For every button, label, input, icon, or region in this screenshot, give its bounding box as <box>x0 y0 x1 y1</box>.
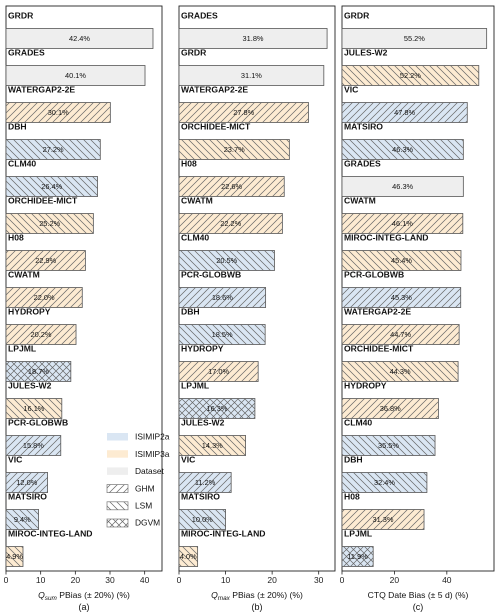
bar-value-label: 22.2% <box>220 218 242 228</box>
bar-value-label: 12.0% <box>16 477 38 487</box>
bar-name-dbh: DBH <box>344 454 363 465</box>
bar-name-clm40: CLM40 <box>181 232 210 243</box>
bar-value-label: 16.3% <box>206 403 228 413</box>
legend <box>107 432 170 528</box>
bar-value-label: 10.0% <box>191 514 213 524</box>
bar-value-label: 4.9% <box>6 551 23 561</box>
panel-label: (b) <box>251 602 263 612</box>
x-tick-label: 20 <box>267 575 277 585</box>
legend-item-lsm <box>107 501 152 511</box>
bar-value-label: 52.2% <box>399 70 421 80</box>
bar-value-label: 42.4% <box>69 33 90 43</box>
bar-value-label: 16.1% <box>23 403 45 413</box>
bar-name-jules-w2: JULES-W2 <box>8 380 52 391</box>
bar-name-h08: H08 <box>344 491 360 502</box>
bar-name-h08: H08 <box>8 232 24 243</box>
bar-value-label: 40.1% <box>65 70 86 80</box>
x-tick-label: 0 <box>176 575 182 585</box>
bar-name-watergap2-2e: WATERGAP2-2E <box>181 84 249 95</box>
bar-value-label: 46.3% <box>392 181 414 191</box>
bar-name-hydropy: HYDROPY <box>344 380 387 391</box>
bar-name-lpjml: LPJML <box>181 380 210 391</box>
bar-name-hydropy: HYDROPY <box>181 343 224 354</box>
x-tick-label: 10 <box>35 575 46 585</box>
bar-value-label: 17.0% <box>208 366 230 376</box>
bar-value-label: 45.4% <box>391 255 412 265</box>
x-tick-label: 10 <box>220 575 231 585</box>
bar-name-pcr-globwb: PCR-GLOBWB <box>8 417 69 428</box>
x-axis-label: $Q_{sum}$ PBias (± 20%) (%) <box>38 590 130 602</box>
bar-name-miroc-integ-land: MIROC-INTEG-LAND <box>344 232 429 243</box>
bar-value-label: 11.2% <box>194 477 216 487</box>
bar-value-label: 32.4% <box>373 477 395 487</box>
bar-name-pcr-globwb: PCR-GLOBWB <box>181 269 242 280</box>
bar-name-clm40: CLM40 <box>8 158 37 169</box>
bar-name-grades: GRADES <box>8 47 45 58</box>
legend-item-isimip3a <box>107 449 170 459</box>
bar-value-label: 45.3% <box>390 292 412 302</box>
bar-name-dbh: DBH <box>181 306 200 317</box>
bar-value-label: 11.9% <box>347 551 368 561</box>
bar-name-grades: GRADES <box>181 10 218 21</box>
bar-name-lpjml: LPJML <box>8 343 37 354</box>
legend-label: LSM <box>135 500 153 511</box>
bar-name-orchidee-mict: ORCHIDEE-MICT <box>344 343 414 354</box>
x-tick-label: 20 <box>389 575 400 585</box>
bar-value-label: 44.7% <box>390 329 412 339</box>
legend-item-dgvm <box>107 518 160 528</box>
bar-name-grdr: GRDR <box>181 47 207 58</box>
bar-name-watergap2-2e: WATERGAP2-2E <box>344 306 412 317</box>
x-tick-label: 30 <box>313 575 324 585</box>
legend-item-ghm <box>107 483 155 493</box>
bar-name-vic: VIC <box>8 454 23 465</box>
panel-label: (a) <box>78 602 90 612</box>
legend-swatch <box>107 467 128 475</box>
legend-item-isimip2a <box>107 432 170 442</box>
bar-value-label: 18.6% <box>211 292 233 302</box>
bar-value-label: 26.4% <box>41 181 63 191</box>
legend-swatch <box>107 433 128 441</box>
bar-name-miroc-integ-land: MIROC-INTEG-LAND <box>8 528 93 539</box>
bar-name-dbh: DBH <box>8 121 27 132</box>
bar-name-watergap2-2e: WATERGAP2-2E <box>8 84 76 95</box>
bar-name-cwatm: CWATM <box>8 269 40 280</box>
x-tick-label: 40 <box>139 575 150 585</box>
legend-swatch <box>107 450 128 458</box>
bar-name-matsiro: MATSIRO <box>344 121 383 132</box>
bar-name-pcr-globwb: PCR-GLOBWB <box>344 269 405 280</box>
bar-value-label: 36.8% <box>379 403 401 413</box>
chart-panel-2 <box>177 6 335 612</box>
legend-label: GHM <box>135 483 155 494</box>
legend-swatch-hatch <box>107 485 128 493</box>
bar-value-label: 4.0% <box>179 551 197 561</box>
x-axis-label: CTQ Date Bias (± 5 d) (%) <box>367 590 469 600</box>
bar-value-label: 47.8% <box>394 107 416 117</box>
legend-label: ISIMIP2a <box>135 431 170 442</box>
bar-name-grades: GRADES <box>344 158 381 169</box>
bar-value-label: 27.8% <box>233 107 255 117</box>
bar-name-clm40: CLM40 <box>344 417 373 428</box>
bar-name-grdr: GRDR <box>8 10 34 21</box>
bar-name-miroc-integ-land: MIROC-INTEG-LAND <box>181 528 266 539</box>
x-tick-label: 0 <box>3 575 9 585</box>
x-tick-label: 20 <box>70 575 81 585</box>
x-tick-label: 0 <box>339 575 345 585</box>
bar-value-label: 55.2% <box>403 33 425 43</box>
bar-value-label: 9.4% <box>13 514 31 524</box>
bar-name-cwatm: CWATM <box>181 195 213 206</box>
bar-value-label: 15.8% <box>22 440 44 450</box>
legend-swatch-hatch <box>107 502 128 510</box>
bar-value-label: 46.1% <box>391 218 413 228</box>
bar-name-hydropy: HYDROPY <box>8 306 51 317</box>
legend-swatch-hatch <box>107 519 128 527</box>
legend-item-dataset <box>107 466 165 476</box>
bar-value-label: 35.5% <box>378 440 400 450</box>
bar-value-label: 22.6% <box>221 181 243 191</box>
panel-label: (c) <box>412 602 424 612</box>
bar-name-lpjml: LPJML <box>344 528 373 539</box>
x-axis-label: $Q_{max}$ PBias (± 20%) (%) <box>211 590 303 602</box>
bar-value-label: 14.3% <box>201 440 223 450</box>
bar-value-label: 23.7% <box>223 144 245 154</box>
bar-value-label: 30.1% <box>47 107 69 117</box>
bar-name-cwatm: CWATM <box>344 195 376 206</box>
bar-value-label: 27.2% <box>42 144 64 154</box>
bar-value-label: 31.8% <box>242 33 264 43</box>
bar-value-label: 22.9% <box>35 255 57 265</box>
bar-name-matsiro: MATSIRO <box>181 491 220 502</box>
bar-name-orchidee-mict: ORCHIDEE-MICT <box>181 121 251 132</box>
bar-value-label: 18.7% <box>27 366 49 376</box>
x-tick-label: 30 <box>105 575 115 585</box>
bar-value-label: 31.3% <box>372 514 394 524</box>
legend-label: Dataset <box>135 466 164 477</box>
bar-name-matsiro: MATSIRO <box>8 491 47 502</box>
bar-value-label: 44.3% <box>389 366 411 376</box>
bar-name-orchidee-mict: ORCHIDEE-MICT <box>8 195 78 206</box>
legend-label: ISIMIP3a <box>135 448 170 459</box>
bar-name-grdr: GRDR <box>344 10 370 21</box>
chart-panel-3 <box>340 6 494 612</box>
bar-value-label: 20.2% <box>30 329 52 339</box>
legend-label: DGVM <box>135 517 161 528</box>
bar-name-jules-w2: JULES-W2 <box>181 417 225 428</box>
bar-value-label: 20.5% <box>216 255 238 265</box>
bar-value-label: 22.0% <box>33 292 55 302</box>
bar-value-label: 18.5% <box>211 329 233 339</box>
bar-name-jules-w2: JULES-W2 <box>344 47 388 58</box>
bar-value-label: 31.1% <box>240 70 262 80</box>
x-tick-label: 40 <box>442 575 452 585</box>
bar-value-label: 46.3% <box>392 144 414 154</box>
bar-name-h08: H08 <box>181 158 197 169</box>
bar-name-vic: VIC <box>181 454 196 465</box>
bar-value-label: 25.2% <box>39 218 61 228</box>
bar-name-vic: VIC <box>344 84 359 95</box>
